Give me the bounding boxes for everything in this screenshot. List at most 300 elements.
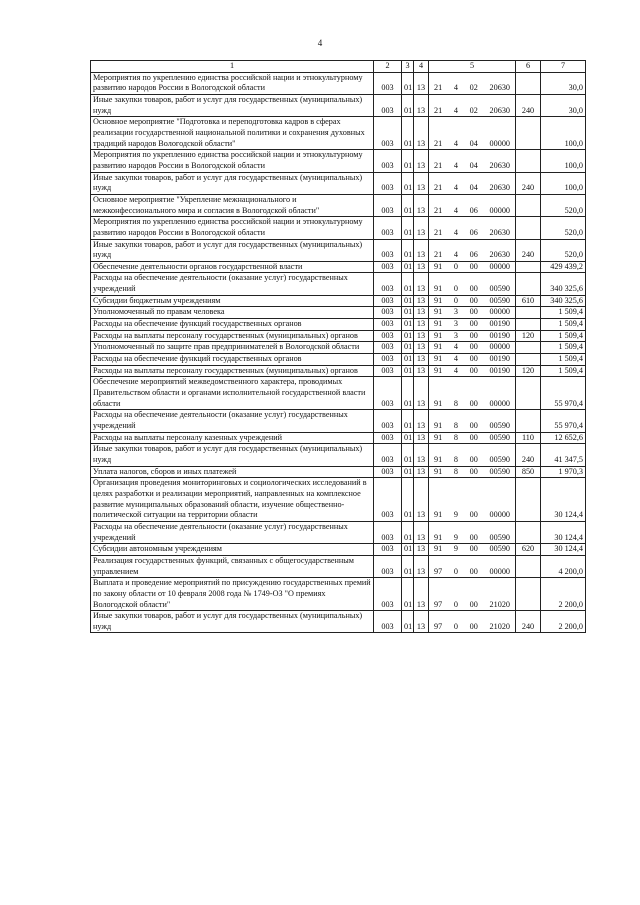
target-article-part: 00590: [489, 454, 510, 464]
table-row: [91, 544, 586, 556]
row-code-section: 01: [402, 611, 414, 633]
target-article-part: 91: [434, 365, 443, 375]
target-article-part: 00: [469, 295, 478, 305]
row-amount: 41 347,5: [541, 444, 586, 466]
row-code-section: 01: [402, 261, 414, 273]
row-code-subsection: 13: [414, 307, 429, 319]
row-code-ministry: 003: [374, 319, 402, 331]
row-target-article: [429, 410, 516, 432]
target-article-part: 0: [453, 261, 458, 271]
table-body: [91, 72, 586, 633]
target-article-part: 3: [453, 319, 458, 329]
row-expense-type: 110: [516, 432, 541, 444]
row-target-article: [429, 172, 516, 194]
target-article-parts: [431, 331, 513, 342]
target-article-part: 91: [434, 261, 443, 271]
row-target-article: [429, 578, 516, 611]
target-article-part: 8: [453, 466, 458, 476]
row-code-subsection: 13: [414, 273, 429, 295]
target-article-part: 91: [434, 544, 443, 554]
row-name: Расходы на выплаты персоналу казенных учреждений: [91, 432, 374, 444]
target-article-parts: [431, 622, 513, 633]
target-article-part: 4: [453, 354, 458, 364]
target-article-part: 0: [453, 599, 458, 609]
row-expense-type: [516, 72, 541, 94]
target-article-part: 20630: [489, 83, 510, 93]
row-amount: 1 509,4: [541, 307, 586, 319]
target-article-part: 20630: [489, 160, 510, 170]
target-article-part: 21: [434, 227, 443, 237]
row-expense-type: 120: [516, 330, 541, 342]
table-row: [91, 150, 586, 172]
row-name: Иные закупки товаров, работ и услуг для государственных (муниципальных) нужд: [91, 444, 374, 466]
row-code-ministry: 003: [374, 611, 402, 633]
row-code-subsection: 13: [414, 194, 429, 216]
target-article-parts: [431, 106, 513, 117]
row-name: Выплата и проведение мероприятий по присуждению государственных премий по закону области от 10 февраля 2008 года № 1749-ОЗ "О премиях Вологодской области": [91, 578, 374, 611]
row-amount: 1 509,4: [541, 319, 586, 331]
row-expense-type: 850: [516, 466, 541, 478]
target-article-part: 4: [453, 365, 458, 375]
row-amount: 1 509,4: [541, 354, 586, 366]
row-code-ministry: 003: [374, 307, 402, 319]
table-row: [91, 307, 586, 319]
header-col-5: 5: [429, 61, 516, 73]
row-code-subsection: 13: [414, 466, 429, 478]
target-article-parts: [431, 600, 513, 611]
row-name: Мероприятия по укреплению единства российской нации и этнокультурному развитию народов России в Вологодской области: [91, 72, 374, 94]
target-article-part: 00590: [489, 284, 510, 294]
target-article-part: 9: [453, 532, 458, 542]
row-name: Расходы на обеспечение деятельности (оказание услуг) государственных учреждений: [91, 521, 374, 543]
target-article-part: 00000: [489, 398, 510, 408]
target-article-part: 4: [453, 342, 458, 352]
row-name: Расходы на обеспечение функций государственных органов: [91, 319, 374, 331]
row-amount: 1 509,4: [541, 342, 586, 354]
target-article-part: 00: [469, 599, 478, 609]
target-article-part: 21: [434, 205, 443, 215]
target-article-parts: [431, 366, 513, 377]
row-code-subsection: 13: [414, 432, 429, 444]
row-expense-type: 240: [516, 172, 541, 194]
page-number: 4: [317, 38, 323, 48]
row-amount: 1 509,4: [541, 365, 586, 377]
row-code-ministry: 003: [374, 432, 402, 444]
row-amount: 340 325,6: [541, 295, 586, 307]
target-article-parts: [431, 510, 513, 521]
row-name: Мероприятия по укреплению единства российской нации и этнокультурному развитию народов России в Вологодской области: [91, 217, 374, 239]
target-article-part: 00590: [489, 532, 510, 542]
row-target-article: [429, 521, 516, 543]
target-article-part: 04: [469, 138, 478, 148]
row-name: Уплата налогов, сборов и иных платежей: [91, 466, 374, 478]
target-article-part: 21: [434, 105, 443, 115]
target-article-part: 4: [453, 227, 458, 237]
row-expense-type: [516, 319, 541, 331]
target-article-part: 00590: [489, 544, 510, 554]
row-expense-type: 620: [516, 544, 541, 556]
target-article-parts: [431, 467, 513, 478]
table-row: [91, 273, 586, 295]
row-name: Расходы на обеспечение функций государственных органов: [91, 354, 374, 366]
row-code-subsection: 13: [414, 478, 429, 522]
header-col-1: 1: [91, 61, 374, 73]
target-article-parts: [431, 83, 513, 94]
row-code-section: 01: [402, 354, 414, 366]
row-code-section: 01: [402, 365, 414, 377]
target-article-part: 91: [434, 398, 443, 408]
target-article-part: 21: [434, 83, 443, 93]
row-code-ministry: 003: [374, 330, 402, 342]
target-article-part: 00190: [489, 330, 510, 340]
target-article-part: 4: [453, 83, 458, 93]
row-amount: 4 200,0: [541, 555, 586, 577]
row-amount: 2 200,0: [541, 611, 586, 633]
target-article-part: 21: [434, 138, 443, 148]
target-article-parts: [431, 250, 513, 261]
target-article-part: 91: [434, 432, 443, 442]
target-article-part: 00000: [489, 261, 510, 271]
row-code-subsection: 13: [414, 172, 429, 194]
target-article-part: 91: [434, 342, 443, 352]
row-code-subsection: 13: [414, 217, 429, 239]
row-code-section: 01: [402, 444, 414, 466]
table-row: [91, 172, 586, 194]
table-row: [91, 432, 586, 444]
target-article-part: 0: [453, 566, 458, 576]
row-code-subsection: 13: [414, 150, 429, 172]
row-code-ministry: 003: [374, 72, 402, 94]
row-amount: 12 652,6: [541, 432, 586, 444]
row-expense-type: [516, 410, 541, 432]
row-name: Иные закупки товаров, работ и услуг для государственных (муниципальных) нужд: [91, 172, 374, 194]
row-code-section: 01: [402, 72, 414, 94]
row-amount: 30 124,4: [541, 544, 586, 556]
target-article-part: 00: [469, 454, 478, 464]
target-article-parts: [431, 433, 513, 444]
target-article-parts: [431, 533, 513, 544]
row-code-subsection: 13: [414, 555, 429, 577]
target-article-part: 00000: [489, 205, 510, 215]
target-article-part: 3: [453, 307, 458, 317]
target-article-part: 91: [434, 532, 443, 542]
target-article-part: 3: [453, 330, 458, 340]
target-article-part: 8: [453, 432, 458, 442]
row-code-ministry: 003: [374, 466, 402, 478]
row-name: Обеспечение деятельности органов государственной власти: [91, 261, 374, 273]
row-amount: 520,0: [541, 239, 586, 261]
target-article-part: 00: [469, 432, 478, 442]
table-row: [91, 466, 586, 478]
target-article-part: 8: [453, 398, 458, 408]
target-article-parts: [431, 399, 513, 410]
target-article-parts: [431, 342, 513, 353]
row-expense-type: [516, 194, 541, 216]
row-expense-type: [516, 578, 541, 611]
row-code-section: 01: [402, 117, 414, 150]
row-target-article: [429, 72, 516, 94]
table-row: [91, 319, 586, 331]
target-article-part: 00000: [489, 342, 510, 352]
row-name: Иные закупки товаров, работ и услуг для государственных (муниципальных) нужд: [91, 94, 374, 116]
target-article-part: 91: [434, 354, 443, 364]
row-target-article: [429, 94, 516, 116]
header-col-2: 2: [374, 61, 402, 73]
row-amount: 2 200,0: [541, 578, 586, 611]
row-expense-type: [516, 377, 541, 410]
row-amount: 520,0: [541, 194, 586, 216]
row-name: Иные закупки товаров, работ и услуг для государственных (муниципальных) нужд: [91, 239, 374, 261]
target-article-part: 00000: [489, 510, 510, 520]
target-article-part: 21020: [489, 621, 510, 631]
row-target-article: [429, 319, 516, 331]
target-article-part: 20630: [489, 250, 510, 260]
row-target-article: [429, 117, 516, 150]
row-target-article: [429, 377, 516, 410]
row-code-subsection: 13: [414, 330, 429, 342]
target-article-part: 91: [434, 330, 443, 340]
row-target-article: [429, 478, 516, 522]
target-article-part: 00590: [489, 466, 510, 476]
row-expense-type: [516, 555, 541, 577]
row-code-subsection: 13: [414, 342, 429, 354]
target-article-part: 91: [434, 421, 443, 430]
row-name: Обеспечение мероприятий межведомственного характера, проводимых Правительством области и органами исполнительной государственной власти области: [91, 377, 374, 410]
target-article-part: 0: [453, 621, 458, 631]
target-article-part: 04: [469, 183, 478, 193]
target-article-part: 00000: [489, 307, 510, 317]
table-row: [91, 239, 586, 261]
row-amount: 100,0: [541, 150, 586, 172]
target-article-parts: [431, 161, 513, 172]
row-code-section: 01: [402, 307, 414, 319]
row-code-section: 01: [402, 466, 414, 478]
row-name: Реализация государственных функций, связанных с общегосударственным управлением: [91, 555, 374, 577]
row-amount: 55 970,4: [541, 377, 586, 410]
row-code-ministry: 003: [374, 261, 402, 273]
row-target-article: [429, 330, 516, 342]
header-row: [91, 61, 586, 73]
header-col-4: 4: [414, 61, 429, 73]
target-article-parts: [431, 228, 513, 239]
row-code-section: 01: [402, 194, 414, 216]
row-code-ministry: 003: [374, 194, 402, 216]
target-article-part: 00: [469, 421, 478, 430]
row-code-ministry: 003: [374, 150, 402, 172]
row-code-section: 01: [402, 377, 414, 410]
target-article-part: 0: [453, 284, 458, 294]
target-article-part: 91: [434, 466, 443, 476]
table-row: [91, 611, 586, 633]
target-article-part: 8: [453, 421, 458, 430]
target-article-part: 20630: [489, 183, 510, 193]
row-code-ministry: 003: [374, 117, 402, 150]
target-article-parts: [431, 296, 513, 307]
row-expense-type: [516, 342, 541, 354]
row-expense-type: [516, 273, 541, 295]
row-code-section: 01: [402, 319, 414, 331]
row-code-ministry: 003: [374, 354, 402, 366]
row-expense-type: 610: [516, 295, 541, 307]
table-row: [91, 555, 586, 577]
target-article-part: 91: [434, 284, 443, 294]
row-code-section: 01: [402, 273, 414, 295]
target-article-part: 00: [469, 544, 478, 554]
row-code-subsection: 13: [414, 521, 429, 543]
row-code-ministry: 003: [374, 365, 402, 377]
row-expense-type: [516, 117, 541, 150]
row-code-ministry: 003: [374, 342, 402, 354]
row-expense-type: 240: [516, 94, 541, 116]
target-article-part: 00: [469, 342, 478, 352]
target-article-parts: [431, 206, 513, 217]
row-amount: 429 439,2: [541, 261, 586, 273]
row-target-article: [429, 466, 516, 478]
row-code-ministry: 003: [374, 544, 402, 556]
row-name: Расходы на выплаты персоналу государственных (муниципальных) органов: [91, 365, 374, 377]
row-code-subsection: 13: [414, 94, 429, 116]
row-name: Основное мероприятие "Укрепление межнационального и межконфессионального мира и согласия в Вологодской области": [91, 194, 374, 216]
target-article-part: 0: [453, 295, 458, 305]
header-col-6: 6: [516, 61, 541, 73]
row-code-subsection: 13: [414, 295, 429, 307]
target-article-part: 91: [434, 295, 443, 305]
target-article-part: 00: [469, 510, 478, 520]
table-row: [91, 295, 586, 307]
row-code-subsection: 13: [414, 578, 429, 611]
row-target-article: [429, 544, 516, 556]
table-row: [91, 521, 586, 543]
target-article-part: 9: [453, 510, 458, 520]
row-code-section: 01: [402, 410, 414, 432]
target-article-part: 06: [469, 250, 478, 260]
row-code-section: 01: [402, 239, 414, 261]
target-article-parts: [431, 354, 513, 365]
target-article-parts: [431, 307, 513, 318]
row-code-ministry: 003: [374, 94, 402, 116]
row-code-ministry: 003: [374, 217, 402, 239]
table-row: [91, 261, 586, 273]
table-row: [91, 330, 586, 342]
target-article-part: 00190: [489, 365, 510, 375]
row-name: Расходы на выплаты персоналу государственных (муниципальных) органов: [91, 330, 374, 342]
target-article-parts: [431, 421, 513, 432]
row-target-article: [429, 217, 516, 239]
target-article-part: 00190: [489, 354, 510, 364]
row-code-section: 01: [402, 432, 414, 444]
row-code-ministry: 003: [374, 555, 402, 577]
row-name: Уполномоченный по защите прав предпринимателей в Вологодской области: [91, 342, 374, 354]
target-article-part: 02: [469, 105, 478, 115]
row-target-article: [429, 555, 516, 577]
row-expense-type: [516, 521, 541, 543]
row-code-ministry: 003: [374, 444, 402, 466]
row-code-section: 01: [402, 295, 414, 307]
target-article-part: 20630: [489, 105, 510, 115]
target-article-parts: [431, 262, 513, 273]
row-amount: 100,0: [541, 172, 586, 194]
table-row: [91, 342, 586, 354]
row-name: Иные закупки товаров, работ и услуг для государственных (муниципальных) нужд: [91, 611, 374, 633]
target-article-part: 21020: [489, 599, 510, 609]
table-row: [91, 72, 586, 94]
target-article-part: 00590: [489, 432, 510, 442]
row-code-section: 01: [402, 544, 414, 556]
row-amount: 55 970,4: [541, 410, 586, 432]
row-code-ministry: 003: [374, 239, 402, 261]
row-amount: 30,0: [541, 72, 586, 94]
target-article-part: 00000: [489, 138, 510, 148]
row-name: Основное мероприятие "Подготовка и переподготовка кадров в сферах реализации государственной национальной политики и сохранения духовных традиций народов Вологодской области": [91, 117, 374, 150]
target-article-parts: [431, 455, 513, 466]
row-code-section: 01: [402, 342, 414, 354]
row-target-article: [429, 342, 516, 354]
table-row: [91, 410, 586, 432]
target-article-part: 4: [453, 183, 458, 193]
row-target-article: [429, 261, 516, 273]
target-article-part: 91: [434, 454, 443, 464]
target-article-part: 00: [469, 621, 478, 631]
row-amount: 520,0: [541, 217, 586, 239]
target-article-part: 00: [469, 566, 478, 576]
row-name: Расходы на обеспечение деятельности (оказание услуг) государственных учреждений: [91, 273, 374, 295]
row-code-ministry: 003: [374, 478, 402, 522]
row-target-article: [429, 432, 516, 444]
target-article-part: 4: [453, 250, 458, 260]
target-article-part: 00: [469, 284, 478, 294]
table-row: [91, 94, 586, 116]
row-target-article: [429, 239, 516, 261]
target-article-part: 00590: [489, 295, 510, 305]
row-name: Организация проведения мониторинговых и социологических исследований в целях разработки и реализации мероприятий, направленных на комплексное развитие муниципальных образований области, изучение общественно-политической ситуации на территории области: [91, 478, 374, 522]
row-expense-type: [516, 354, 541, 366]
target-article-part: 9: [453, 544, 458, 554]
row-amount: 30 124,4: [541, 478, 586, 522]
row-expense-type: 240: [516, 239, 541, 261]
target-article-part: 04: [469, 160, 478, 170]
row-amount: 100,0: [541, 117, 586, 150]
table-row: [91, 217, 586, 239]
row-target-article: [429, 150, 516, 172]
table-row: [91, 194, 586, 216]
row-expense-type: [516, 261, 541, 273]
table-row: [91, 444, 586, 466]
row-target-article: [429, 354, 516, 366]
target-article-part: 00: [469, 398, 478, 408]
row-code-subsection: 13: [414, 611, 429, 633]
row-name: Уполномоченный по правам человека: [91, 307, 374, 319]
header-col-3: 3: [402, 61, 414, 73]
row-target-article: [429, 194, 516, 216]
target-article-part: 00: [469, 261, 478, 271]
table-row: [91, 117, 586, 150]
target-article-part: 00: [469, 365, 478, 375]
target-article-part: 21: [434, 183, 443, 193]
target-article-part: 91: [434, 319, 443, 329]
target-article-part: 21: [434, 250, 443, 260]
target-article-part: 00: [469, 532, 478, 542]
row-amount: 30 124,4: [541, 521, 586, 543]
row-expense-type: [516, 307, 541, 319]
target-article-part: 00: [469, 354, 478, 364]
target-article-part: 00590: [489, 421, 510, 430]
row-code-section: 01: [402, 578, 414, 611]
row-expense-type: [516, 478, 541, 522]
target-article-part: 4: [453, 105, 458, 115]
row-code-subsection: 13: [414, 354, 429, 366]
row-name: Субсидии бюджетным учреждениям: [91, 295, 374, 307]
target-article-part: 4: [453, 138, 458, 148]
